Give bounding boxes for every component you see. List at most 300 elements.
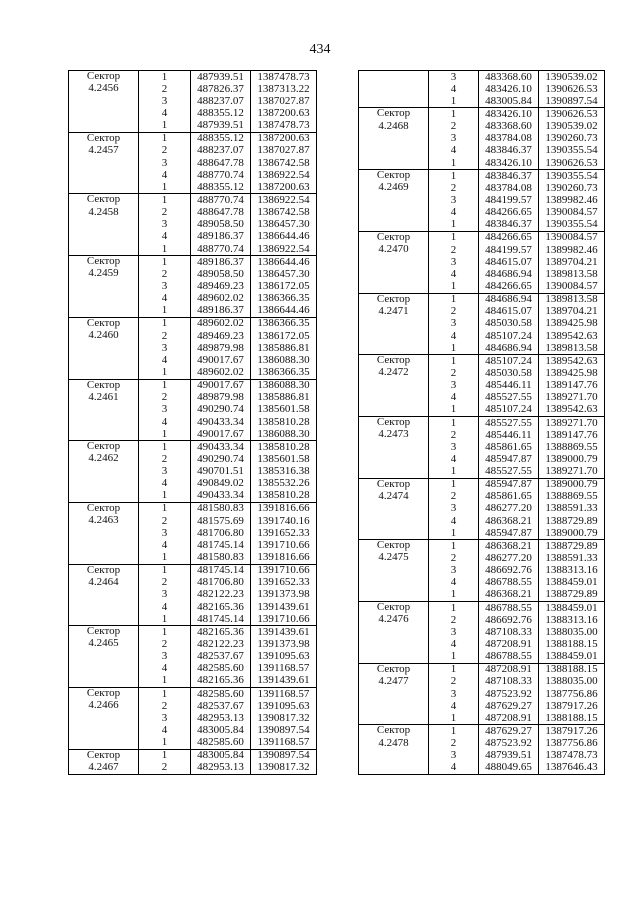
table-row — [359, 268, 605, 280]
x-coordinate-cell: 486368.21 — [479, 589, 539, 602]
sector-cell — [69, 256, 139, 269]
table-row — [69, 490, 317, 503]
sector-label: Сектор — [376, 354, 411, 367]
table-row — [69, 700, 317, 712]
y-coordinate-cell: 1386366.35 — [257, 366, 310, 378]
sector-cell — [69, 688, 139, 701]
x-coordinate-cell: 482537.67 — [191, 651, 251, 663]
table-row — [69, 317, 317, 330]
table-row — [69, 157, 317, 169]
y-coordinate-cell: 1387478.73 — [257, 119, 310, 132]
y-coordinate-cell: 1387917.26 — [539, 725, 605, 738]
sector-label: Сектор — [376, 169, 411, 182]
y-coordinate-cell: 1388035.00 — [545, 626, 598, 638]
table-row — [359, 145, 605, 157]
sector-cell — [359, 466, 429, 479]
sector-cell — [69, 268, 139, 280]
sector-cell — [69, 712, 139, 724]
y-coordinate-cell: 1385810.28 — [251, 441, 317, 454]
x-coordinate-cell: 487939.51 — [479, 750, 539, 762]
y-coordinate-cell: 1386644.46 — [251, 256, 317, 269]
sector-id: 4.2466 — [88, 700, 119, 712]
y-coordinate-cell: 1391652.33 — [257, 576, 310, 589]
y-coordinate-cell: 1389542.63 — [545, 403, 598, 416]
sector-cell — [359, 589, 429, 602]
table-row — [69, 551, 317, 564]
table-row — [69, 564, 317, 577]
x-coordinate-cell: 482122.23 — [191, 638, 251, 650]
sector-cell — [69, 564, 139, 577]
x-coordinate-cell: 483005.84 — [479, 95, 539, 108]
sector-label: Сектор — [376, 539, 411, 552]
y-coordinate-cell: 1389813.58 — [539, 293, 605, 306]
x-coordinate-cell: 481706.80 — [191, 527, 251, 539]
sector-cell — [359, 700, 429, 712]
table-row — [69, 256, 317, 269]
x-coordinate-cell: 484199.57 — [479, 194, 539, 206]
y-coordinate-cell: 1385886.81 — [257, 391, 310, 404]
table-row — [359, 83, 605, 95]
y-coordinate-cell: 1385810.28 — [257, 415, 310, 428]
y-coordinate-cell: 1389982.46 — [545, 194, 598, 206]
table-row — [69, 675, 317, 688]
point-number-cell: 2 — [429, 306, 479, 318]
table-row — [69, 663, 317, 675]
point-number-cell: 4 — [429, 638, 479, 650]
sector-cell — [359, 565, 429, 577]
x-coordinate-cell: 489469.23 — [191, 280, 251, 292]
table-row — [69, 737, 317, 750]
y-coordinate-cell: 1390084.57 — [545, 280, 598, 292]
point-number-cell: 3 — [429, 688, 479, 700]
x-coordinate-cell: 489879.98 — [191, 392, 251, 404]
x-coordinate-cell: 488770.74 — [191, 169, 251, 181]
y-coordinate-cell: 1389425.98 — [545, 367, 598, 379]
x-coordinate-cell: 481745.14 — [191, 539, 251, 551]
point-number-cell: 4 — [139, 416, 191, 428]
sector-id: 4.2467 — [88, 761, 119, 773]
y-coordinate-cell: 1389000.79 — [545, 527, 598, 539]
sector-cell — [359, 738, 429, 750]
y-coordinate-cell: 1386457.30 — [257, 268, 310, 280]
table-row — [359, 306, 605, 318]
sector-cell — [359, 367, 429, 379]
y-coordinate-cell: 1390355.54 — [545, 218, 598, 231]
x-coordinate-cell: 485030.58 — [479, 367, 539, 379]
x-coordinate-cell: 488355.12 — [191, 181, 251, 194]
point-number-cell: 3 — [139, 466, 191, 478]
point-number-cell: 3 — [429, 71, 479, 84]
sector-id: 4.2478 — [378, 737, 409, 749]
y-coordinate-cell: 1386088.30 — [257, 354, 310, 366]
table-row — [359, 194, 605, 206]
y-coordinate-cell: 1386742.58 — [257, 156, 310, 169]
point-number-cell: 4 — [139, 601, 191, 613]
sector-cell — [69, 317, 139, 330]
sector-cell — [359, 280, 429, 293]
x-coordinate-cell: 482585.60 — [191, 663, 251, 675]
point-number-cell: 2 — [429, 367, 479, 379]
point-number-cell: 2 — [429, 676, 479, 688]
sector-cell — [359, 725, 429, 738]
sector-id: 4.2457 — [88, 144, 119, 156]
table-row — [69, 589, 317, 601]
x-coordinate-cell: 482585.60 — [191, 688, 251, 701]
sector-label: Сектор — [86, 625, 121, 638]
point-number-cell: 1 — [429, 280, 479, 293]
sector-cell — [359, 416, 429, 429]
sector-cell — [359, 182, 429, 194]
sector-cell — [359, 750, 429, 762]
y-coordinate-cell: 1391710.66 — [257, 613, 310, 625]
sector-id: 4.2470 — [378, 243, 409, 255]
sector-cell — [69, 651, 139, 663]
y-coordinate-cell: 1386644.46 — [257, 304, 310, 317]
point-number-cell: 1 — [139, 502, 191, 515]
x-coordinate-cell: 489186.37 — [191, 231, 251, 243]
table-row — [359, 157, 605, 170]
point-number-cell: 3 — [139, 712, 191, 724]
table-row — [359, 404, 605, 417]
y-coordinate-cell: 1386172.05 — [257, 280, 310, 292]
x-coordinate-cell: 488355.12 — [191, 107, 251, 119]
table-row — [359, 453, 605, 465]
point-number-cell: 3 — [139, 280, 191, 292]
point-number-cell: 1 — [139, 688, 191, 701]
table-row — [69, 145, 317, 157]
sector-id: 4.2458 — [88, 206, 119, 218]
table-row — [359, 133, 605, 145]
table-row — [359, 108, 605, 121]
point-number-cell: 1 — [429, 108, 479, 121]
y-coordinate-cell: 1386922.54 — [257, 169, 310, 181]
point-number-cell: 4 — [139, 724, 191, 736]
sector-cell — [359, 478, 429, 491]
y-coordinate-cell: 1391373.98 — [257, 638, 310, 651]
sector-id: 4.2471 — [378, 305, 409, 317]
table-row — [359, 725, 605, 738]
point-number-cell: 1 — [429, 95, 479, 108]
point-number-cell: 2 — [429, 244, 479, 256]
y-coordinate-cell: 1385886.81 — [257, 342, 310, 354]
table-row — [69, 366, 317, 379]
y-coordinate-cell: 1388591.33 — [545, 502, 598, 515]
x-coordinate-cell: 482953.13 — [191, 712, 251, 724]
y-coordinate-cell: 1387200.63 — [251, 132, 317, 145]
sector-label: Сектор — [376, 478, 411, 490]
sector-cell — [69, 219, 139, 231]
y-coordinate-cell: 1390539.02 — [545, 120, 598, 133]
table-row — [359, 762, 605, 775]
point-number-cell: 3 — [139, 651, 191, 663]
x-coordinate-cell: 490290.74 — [191, 404, 251, 416]
x-coordinate-cell: 486368.21 — [479, 540, 539, 553]
sector-cell — [69, 626, 139, 639]
x-coordinate-cell: 490017.67 — [191, 379, 251, 392]
y-coordinate-cell: 1386457.30 — [257, 218, 310, 231]
point-number-cell: 1 — [139, 181, 191, 194]
x-coordinate-cell: 482122.23 — [191, 589, 251, 601]
x-coordinate-cell: 482165.36 — [191, 675, 251, 688]
point-number-cell: 1 — [139, 132, 191, 145]
table-row — [69, 527, 317, 539]
sector-label: Сектор — [86, 749, 121, 761]
y-coordinate-cell: 1388869.55 — [545, 441, 598, 453]
sector-cell — [69, 293, 139, 305]
sector-cell — [69, 416, 139, 428]
sector-cell — [359, 663, 429, 676]
point-number-cell: 2 — [429, 491, 479, 503]
y-coordinate-cell: 1391373.98 — [257, 588, 310, 601]
sector-id: 4.2465 — [88, 638, 119, 650]
y-coordinate-cell: 1388459.01 — [545, 576, 598, 589]
sector-cell — [69, 404, 139, 416]
sector-cell — [69, 83, 139, 95]
point-number-cell: 2 — [139, 453, 191, 465]
point-number-cell: 1 — [139, 737, 191, 750]
y-coordinate-cell: 1388313.16 — [545, 564, 598, 577]
x-coordinate-cell: 483784.08 — [479, 182, 539, 194]
y-coordinate-cell: 1390084.57 — [545, 206, 598, 219]
point-number-cell: 4 — [139, 231, 191, 243]
point-number-cell: 2 — [429, 552, 479, 564]
y-coordinate-cell: 1389000.79 — [539, 478, 605, 491]
sector-cell — [359, 95, 429, 108]
x-coordinate-cell: 485947.87 — [479, 478, 539, 491]
y-coordinate-cell: 1387027.87 — [257, 144, 310, 157]
point-number-cell: 3 — [139, 342, 191, 354]
sector-id: 4.2476 — [378, 614, 409, 626]
y-coordinate-cell: 1390626.53 — [545, 156, 598, 169]
x-coordinate-cell: 488049.65 — [479, 762, 539, 775]
sector-label: Сектор — [86, 687, 121, 700]
y-coordinate-cell: 1388729.89 — [539, 540, 605, 553]
sector-cell — [69, 490, 139, 503]
point-number-cell: 1 — [429, 602, 479, 615]
sector-cell — [69, 441, 139, 454]
x-coordinate-cell: 489602.02 — [191, 293, 251, 305]
table-row — [359, 527, 605, 540]
sector-cell — [359, 626, 429, 638]
table-row — [359, 552, 605, 564]
sector-cell — [359, 651, 429, 664]
point-number-cell: 1 — [429, 663, 479, 676]
table-row — [359, 515, 605, 527]
point-number-cell: 1 — [139, 379, 191, 392]
table-row — [69, 280, 317, 292]
point-number-cell: 2 — [139, 83, 191, 95]
sector-cell — [359, 404, 429, 417]
y-coordinate-cell: 1390539.02 — [539, 71, 605, 84]
y-coordinate-cell: 1391439.61 — [257, 674, 310, 687]
point-number-cell: 1 — [139, 317, 191, 330]
point-number-cell: 3 — [139, 95, 191, 107]
x-coordinate-cell: 486277.20 — [479, 503, 539, 515]
sector-cell — [69, 589, 139, 601]
table-row — [359, 367, 605, 379]
sector-cell — [69, 145, 139, 157]
point-number-cell: 3 — [139, 157, 191, 169]
point-number-cell: 1 — [429, 231, 479, 244]
y-coordinate-cell: 1389271.70 — [539, 416, 605, 429]
y-coordinate-cell: 1389813.58 — [545, 268, 598, 280]
table-row — [359, 700, 605, 712]
sector-cell — [359, 306, 429, 318]
y-coordinate-cell: 1387756.86 — [545, 737, 598, 750]
sector-cell — [69, 71, 139, 84]
x-coordinate-cell: 489602.02 — [191, 317, 251, 330]
table-row — [359, 466, 605, 479]
sector-cell — [69, 181, 139, 194]
point-number-cell: 1 — [139, 71, 191, 84]
sector-cell — [69, 305, 139, 318]
table-row — [69, 651, 317, 663]
y-coordinate-cell: 1385316.38 — [257, 465, 310, 478]
point-number-cell: 1 — [139, 441, 191, 454]
table-row — [359, 95, 605, 108]
point-number-cell: 4 — [139, 354, 191, 366]
table-row — [359, 540, 605, 553]
y-coordinate-cell: 1391439.61 — [251, 626, 317, 639]
table-row — [69, 762, 317, 775]
sector-label: Сектор — [86, 255, 121, 268]
x-coordinate-cell: 482537.67 — [191, 700, 251, 712]
table-row — [359, 638, 605, 650]
point-number-cell: 1 — [139, 428, 191, 441]
point-number-cell: 3 — [429, 256, 479, 268]
sector-cell — [359, 429, 429, 441]
sector-cell — [359, 157, 429, 170]
point-number-cell: 1 — [429, 651, 479, 664]
sector-cell — [69, 120, 139, 133]
table-row — [69, 712, 317, 724]
table-row — [359, 318, 605, 330]
point-number-cell: 2 — [139, 268, 191, 280]
sector-cell — [359, 380, 429, 392]
y-coordinate-cell: 1385601.58 — [257, 453, 310, 465]
x-coordinate-cell: 484266.65 — [479, 280, 539, 293]
y-coordinate-cell: 1385601.58 — [257, 403, 310, 416]
sector-id: 4.2462 — [88, 453, 119, 465]
y-coordinate-cell: 1389542.63 — [539, 355, 605, 368]
x-coordinate-cell: 483005.84 — [191, 749, 251, 762]
y-coordinate-cell: 1390897.54 — [257, 724, 310, 737]
sector-id: 4.2460 — [88, 329, 119, 341]
sector-label: Сектор — [86, 502, 121, 514]
y-coordinate-cell: 1388459.01 — [545, 650, 598, 663]
table-row — [69, 404, 317, 416]
x-coordinate-cell: 482165.36 — [191, 601, 251, 613]
y-coordinate-cell: 1389147.76 — [545, 379, 598, 392]
sector-cell — [359, 392, 429, 404]
table-row — [69, 502, 317, 515]
x-coordinate-cell: 490433.34 — [191, 441, 251, 454]
point-number-cell: 2 — [139, 515, 191, 527]
sector-cell — [69, 502, 139, 515]
sector-id: 4.2464 — [88, 576, 119, 588]
x-coordinate-cell: 487108.33 — [479, 626, 539, 638]
y-coordinate-cell: 1386366.35 — [257, 292, 310, 305]
x-coordinate-cell: 487523.92 — [479, 688, 539, 700]
y-coordinate-cell: 1390260.73 — [545, 132, 598, 145]
point-number-cell: 4 — [139, 293, 191, 305]
x-coordinate-cell: 490849.02 — [191, 478, 251, 490]
point-number-cell: 1 — [429, 478, 479, 491]
table-row — [69, 392, 317, 404]
y-coordinate-cell: 1391816.66 — [257, 551, 310, 564]
point-number-cell: 3 — [429, 503, 479, 515]
point-number-cell: 4 — [429, 330, 479, 342]
x-coordinate-cell: 489058.50 — [191, 219, 251, 231]
sector-cell — [359, 83, 429, 95]
table-row — [69, 379, 317, 392]
sector-cell — [359, 491, 429, 503]
sector-label: Сектор — [376, 293, 411, 305]
point-number-cell: 2 — [139, 638, 191, 650]
x-coordinate-cell: 485107.24 — [479, 330, 539, 342]
sector-cell — [69, 737, 139, 750]
x-coordinate-cell: 483846.37 — [479, 219, 539, 232]
sector-cell — [359, 194, 429, 206]
table-row — [69, 268, 317, 280]
y-coordinate-cell: 1389271.70 — [545, 465, 598, 478]
x-coordinate-cell: 487108.33 — [479, 676, 539, 688]
sector-id: 4.2463 — [88, 515, 119, 527]
sector-label: Сектор — [376, 107, 411, 120]
table-row — [69, 626, 317, 639]
x-coordinate-cell: 481575.69 — [191, 515, 251, 527]
point-number-cell: 2 — [139, 700, 191, 712]
y-coordinate-cell: 1388188.15 — [545, 638, 598, 651]
point-number-cell: 1 — [429, 404, 479, 417]
sector-cell — [359, 552, 429, 564]
y-coordinate-cell: 1389271.70 — [545, 391, 598, 404]
y-coordinate-cell: 1390260.73 — [545, 182, 598, 194]
sector-id: 4.2473 — [378, 429, 409, 441]
table-row — [359, 663, 605, 676]
table-row — [69, 181, 317, 194]
y-coordinate-cell: 1391710.66 — [257, 539, 310, 551]
table-row — [69, 688, 317, 701]
y-coordinate-cell: 1386922.54 — [257, 242, 310, 255]
point-number-cell: 4 — [139, 539, 191, 551]
sector-cell — [359, 515, 429, 527]
table-row — [359, 738, 605, 750]
sector-cell — [69, 638, 139, 650]
y-coordinate-cell: 1386088.30 — [251, 379, 317, 392]
sector-label: Сектор — [376, 663, 411, 675]
table-row — [69, 107, 317, 119]
y-coordinate-cell: 1388459.01 — [539, 602, 605, 615]
y-coordinate-cell: 1386742.58 — [257, 206, 310, 219]
sector-cell — [69, 466, 139, 478]
x-coordinate-cell: 489879.98 — [191, 342, 251, 354]
table-row — [69, 613, 317, 626]
point-number-cell: 3 — [429, 750, 479, 762]
y-coordinate-cell: 1388869.55 — [545, 490, 598, 503]
point-number-cell: 1 — [139, 749, 191, 762]
y-coordinate-cell: 1388313.16 — [545, 614, 598, 626]
sector-cell — [69, 95, 139, 107]
x-coordinate-cell: 485861.65 — [479, 441, 539, 453]
y-coordinate-cell: 1389425.98 — [545, 317, 598, 330]
point-number-cell: 4 — [139, 107, 191, 119]
sector-cell — [69, 700, 139, 712]
sector-cell — [69, 453, 139, 465]
sector-cell — [359, 71, 429, 84]
table-row — [69, 354, 317, 366]
point-number-cell: 3 — [429, 626, 479, 638]
